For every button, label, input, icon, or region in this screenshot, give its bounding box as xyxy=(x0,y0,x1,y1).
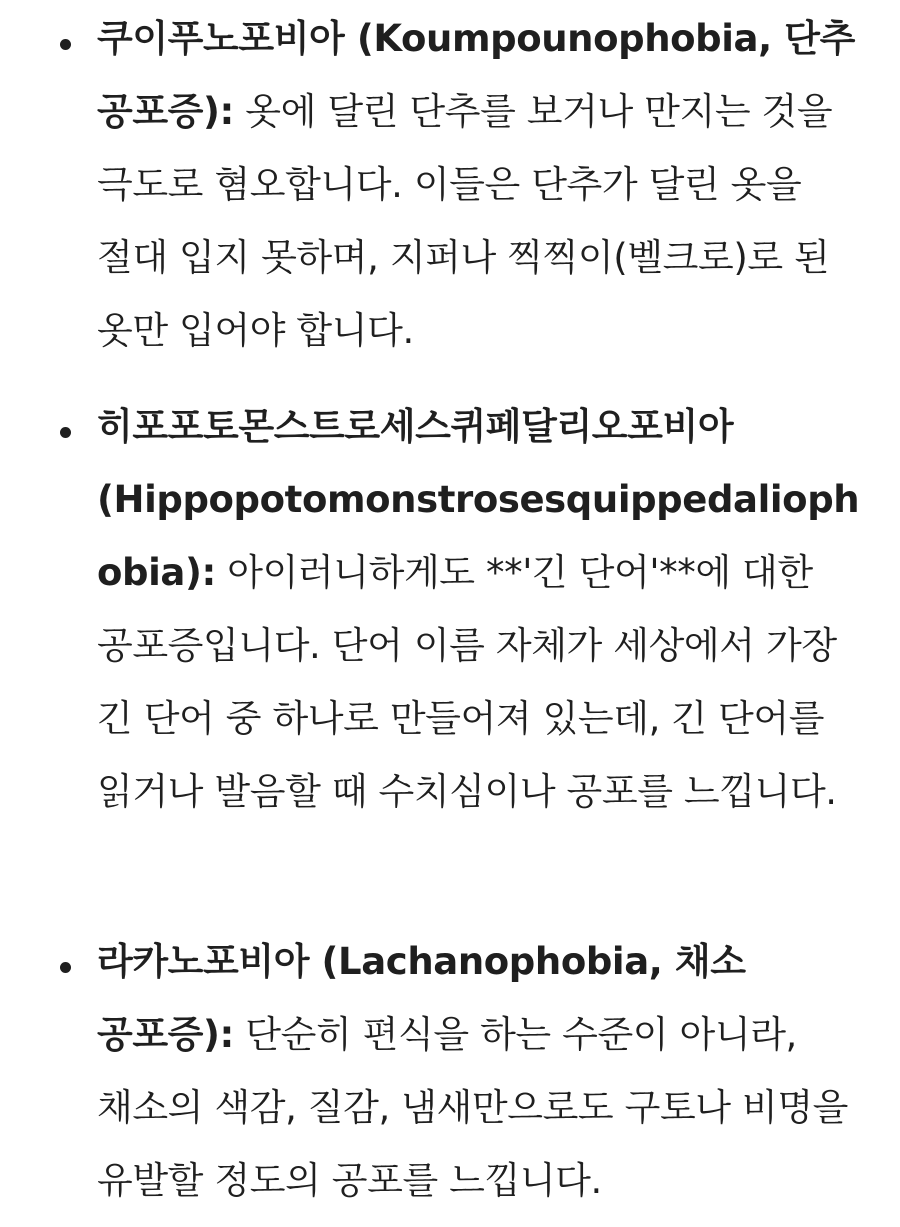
phobia-description: 옷에 달린 단추를 보거나 만지는 것을 극도로 혐오합니다. 이들은 단추가 달린 옷을 절대 입지 못하며, 지퍼나 찍찍이(벨크로)로 된 옷만 입어야 합니다. xyxy=(97,90,833,352)
phobia-term: 히포포토몬스트로세스퀴페달리오포비아 (Hippopotomonstrosesquippedaliophobia): xyxy=(97,405,860,594)
list-item-text xyxy=(97,390,872,828)
bullet-icon xyxy=(60,39,71,50)
list-item-text xyxy=(97,925,872,1217)
phobia-description: 아이러니하게도 **'긴 단어'**에 대한 공포증입니다. 단어 이름 자체가 세상에서 가장 긴 단어 중 하나로 만들어져 있는데, 긴 단어를 읽거나 발음할 때 수치심이나 공포를 느낍니다. xyxy=(97,551,837,813)
phobia-term: 쿠이푸노포비아 (Koumpounophobia, 단추 공포증): xyxy=(97,17,855,133)
bullet-icon xyxy=(60,427,71,438)
bullet-icon xyxy=(60,962,71,973)
phobia-description: 단순히 편식을 하는 수준이 아니라, 채소의 색감, 질감, 냄새만으로도 구토나 비명을 유발할 정도의 공포를 느낍니다. xyxy=(97,1013,849,1202)
list-item-text xyxy=(97,2,872,367)
phobia-term: 라카노포비아 (Lachanophobia, 채소 공포증): xyxy=(97,940,746,1056)
